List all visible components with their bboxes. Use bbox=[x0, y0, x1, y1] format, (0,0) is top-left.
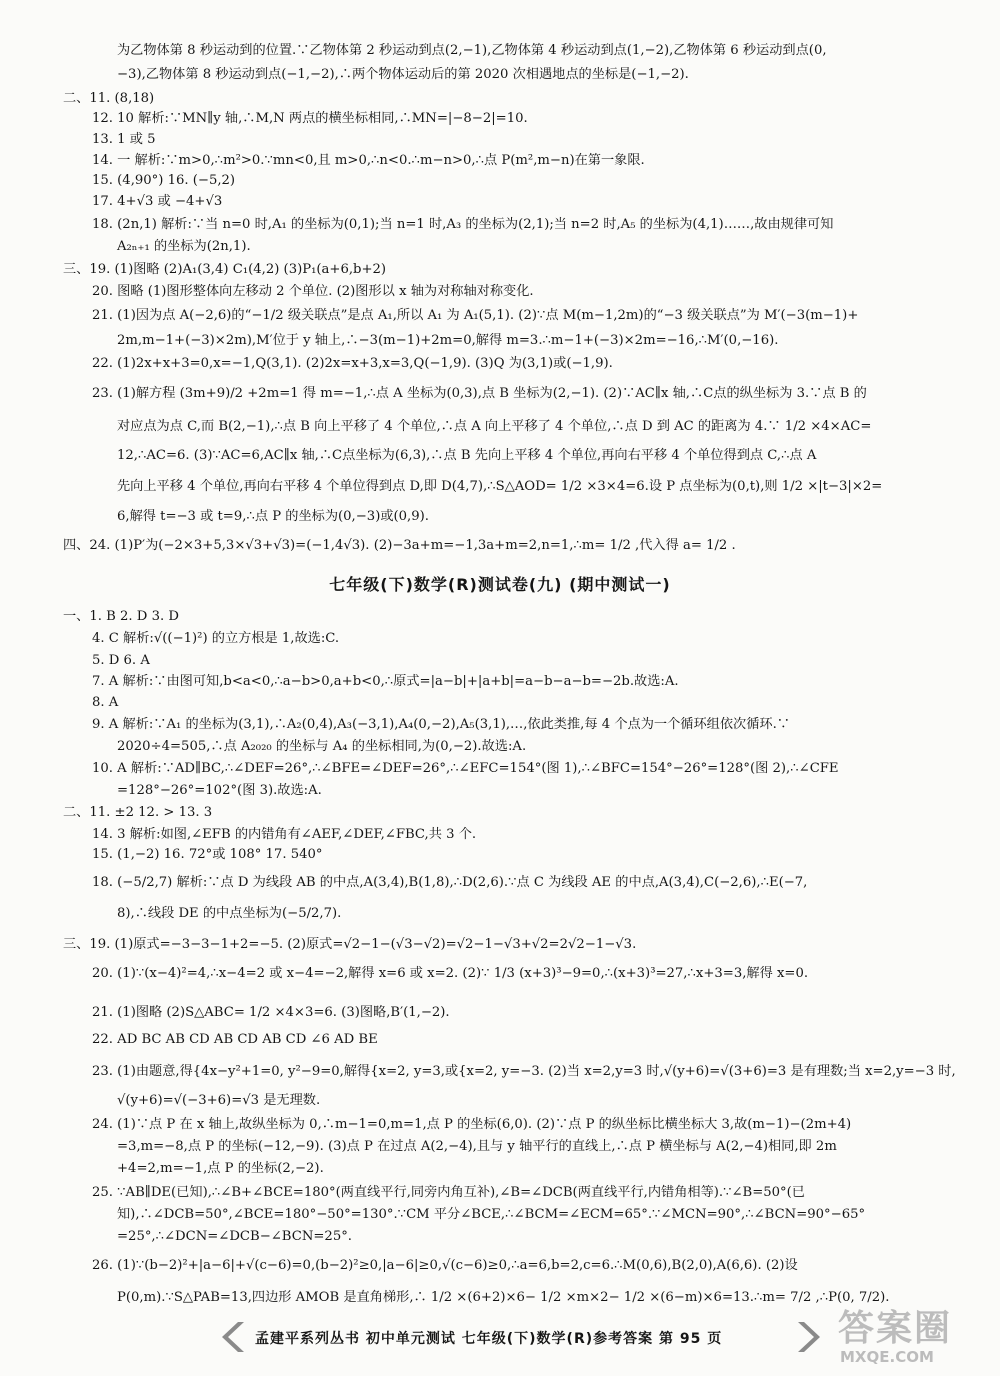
text-line: 6,解得 t=−3 或 t=9,∴点 P 的坐标为(0,−3)或(0,9). bbox=[117, 509, 429, 524]
text-line: 24. (1)∵点 P 在 x 轴上,故纵坐标为 0,∴m−1=0,m=1,点 P 的坐标(6,0). (2)∵点 P 的纵坐标比横坐标大 3,故(m−1)−(2m+4) bbox=[92, 1117, 852, 1132]
text-line: 对应点为点 C,而 B(2,−1),∴点 B 向上平移了 4 个单位,∴点 A 向上平移了 4 个单位,∴点 D 到 AC 的距离为 4.∵ 1/2 ×4×AC= bbox=[117, 419, 872, 434]
text-line: 9. A 解析:∵A₁ 的坐标为(3,1),∴A₂(0,4),A₃(−3,1),A₄(0,−2),A₅(3,1),…,依此类推,每 4 个点为一个循环组依次循环.∵ bbox=[92, 717, 790, 732]
text-line: 10. A 解析:∵AD∥BC,∴∠DEF=26°,∴∠BFE=∠DEF=26°,∴∠EFC=154°(图 1),∴∠BFC=154°−26°=128°(图 2),∴∠CFE bbox=[92, 761, 839, 776]
watermark bbox=[828, 1300, 988, 1370]
text-line: −3),乙物体第 8 秒运动到点(−1,−2),∴两个物体运动后的第 2020 次相遇地点的坐标是(−1,−2). bbox=[117, 67, 689, 82]
footer-text: 孟建平系列丛书 初中单元测试 七年级(下)数学(R)参考答案 第 95 页 bbox=[255, 1331, 723, 1347]
text-line: 14. 3 解析:如图,∠EFB 的内错角有∠AEF,∠DEF,∠FBC,共 3 个. bbox=[92, 827, 477, 842]
text-line: 知),∴∠DCB=50°,∠BCE=180°−50°=130°.∵CM 平分∠BCE,∴∠BCM=∠ECM=65°.∵∠MCN=90°,∴∠BCN=90°−65° bbox=[117, 1207, 866, 1222]
text-line: 17. 4+√3 或 −4+√3 bbox=[92, 194, 223, 209]
text-line: √(y+6)=√(−3+6)=√3 是无理数. bbox=[117, 1093, 321, 1108]
text-line: 26. (1)∵(b−2)²+|a−6|+√(c−6)=0,(b−2)²≥0,|a−6|≥0,√(c−6)≥0,∴a=6,b=2,c=6.∴M(0,6),B(2,0),A(6,6). (2)设 bbox=[92, 1258, 798, 1273]
text-line: 12,∴AC=6. (3)∵AC=6,AC∥x 轴,∴C点坐标为(6,3),∴点 B 先向上平移 4 个单位,再向右平移 4 个单位得到点 C,∴点 A bbox=[117, 448, 817, 463]
text-line: 14. 一 解析:∵m>0,∴m²>0.∵mn<0,且 m>0,∴n<0.∴m−n>0,∴点 P(m²,m−n)在第一象限. bbox=[92, 153, 645, 168]
text-line: 13. 1 或 5 bbox=[92, 132, 156, 147]
text-line: +4=2,m=−1,点 P 的坐标(2,−2). bbox=[117, 1161, 324, 1176]
text-line: 4. C 解析:√((−1)²) 的立方根是 1,故选:C. bbox=[92, 631, 340, 646]
chevron-left-icon bbox=[218, 1320, 252, 1354]
text-line: 18. (−5/2,7) 解析:∵点 D 为线段 AB 的中点,A(3,4),B(1,8),∴D(2,6).∵点 C 为线段 AE 的中点,A(3,4),C(−2,6),∴E(−7, bbox=[92, 875, 808, 890]
text-line: 一、1. B 2. D 3. D bbox=[63, 609, 179, 624]
text-line: 12. 10 解析:∵MN∥y 轴,∴M,N 两点的横坐标相同,∴MN=|−8−2|=10. bbox=[92, 111, 528, 126]
text-line: 二、11. ±2 12. > 13. 3 bbox=[63, 805, 213, 820]
text-line: =25°,∴∠DCN=∠DCB−∠BCN=25°. bbox=[117, 1229, 352, 1244]
text-line: =128°−26°=102°(图 3).故选:A. bbox=[117, 783, 322, 798]
section-title: 七年级(下)数学(R)测试卷(九) (期中测试一) bbox=[329, 575, 671, 594]
text-line: 三、19. (1)原式=−3−3−1+2=−5. (2)原式=√2−1−(√3−√2)=√2−1−√3+√2=2√2−1−√3. bbox=[63, 937, 637, 952]
text-line: 7. A 解析:∵由图可知,b<a<0,∴a−b>0,a+b<0,∴原式=|a−b|+|a+b|=a−b−a−b=−2b.故选:A. bbox=[92, 674, 679, 689]
text-line: A₂ₙ₊₁ 的坐标为(2n,1). bbox=[117, 239, 251, 254]
text-line: 15. (4,90°) 16. (−5,2) bbox=[92, 173, 236, 188]
text-line: 21. (1)图略 (2)S△ABC= 1/2 ×4×3=6. (3)图略,B′(1,−2). bbox=[92, 1005, 450, 1020]
text-line: 2020÷4=505,∴点 A₂₀₂₀ 的坐标与 A₄ 的坐标相同,为(0,−2).故选:A. bbox=[117, 739, 527, 754]
text-line: 21. (1)因为点 A(−2,6)的“−1/2 级关联点”是点 A₁,所以 A₁ 为 A₁(5,1). (2)∵点 M(m−1,2m)的“−3 级关联点”为 M′(−3(m−1)+ bbox=[92, 308, 859, 323]
text-line: P(0,m).∵S△PAB=13,四边形 AMOB 是直角梯形,∴ 1/2 ×(6+2)×6− 1/2 ×m×2− 1/2 ×(6−m)×6=13.∴m= 7/2 ,∴P(0, 7/2). bbox=[117, 1290, 890, 1305]
watermark-url: MXQE.COM bbox=[840, 1348, 934, 1366]
text-line: 23. (1)由题意,得{4x−y²+1=0, y²−9=0,解得{x=2, y=3,或{x=2, y=−3. (2)当 x=2,y=3 时,√(y+6)=√(3+6)=3 是有理数;当 x=2,y=−3 时, bbox=[92, 1064, 956, 1079]
text-line: 20. (1)∵(x−4)²=4,∴x−4=2 或 x−4=−2,解得 x=6 或 x=2. (2)∵ 1/3 (x+3)³−9=0,∴(x+3)³=27,∴x+3=3,解得 x=0. bbox=[92, 966, 809, 981]
text-line: 18. (2n,1) 解析:∵当 n=0 时,A₁ 的坐标为(0,1);当 n=1 时,A₃ 的坐标为(2,1);当 n=2 时,A₅ 的坐标为(4,1)……,故由规律可知 bbox=[92, 217, 834, 232]
text-line: 22. (1)2x+x+3=0,x=−1,Q(3,1). (2)2x=x+3,x=3,Q(−1,9). (3)Q 为(3,1)或(−1,9). bbox=[92, 356, 613, 371]
text-line: 三、19. (1)图略 (2)A₁(3,4) C₁(4,2) (3)P₁(a+6,b+2) bbox=[63, 262, 387, 277]
text-line: 四、24. (1)P′为(−2×3+5,3×√3+√3)=(−1,4√3). (2)−3a+m=−1,3a+m=2,n=1,∴m= 1/2 ,代入得 a= 1/2 . bbox=[63, 538, 736, 553]
text-line: 8),∴线段 DE 的中点坐标为(−5/2,7). bbox=[117, 906, 342, 921]
text-line: 25. ∵AB∥DE(已知),∴∠B+∠BCE=180°(两直线平行,同旁内角互补),∠B=∠DCB(两直线平行,内错角相等).∵∠B=50°(已 bbox=[92, 1185, 805, 1200]
watermark-logo: 答案圈 bbox=[838, 1308, 953, 1349]
text-line: 8. A bbox=[92, 695, 119, 710]
text-line: 二、11. (8,18) bbox=[63, 91, 155, 106]
text-line: 15. (1,−2) 16. 72°或 108° 17. 540° bbox=[92, 847, 323, 862]
text-line: 为乙物体第 8 秒运动到的位置.∵乙物体第 2 秒运动到点(2,−1),乙物体第 4 秒运动到点(1,−2),乙物体第 6 秒运动到点(0, bbox=[117, 43, 827, 58]
text-line: =3,m=−8,点 P 的坐标(−12,−9). (3)点 P 在过点 A(2,−4),且与 y 轴平行的直线上,∴点 P 横坐标与 A(2,−4)相同,即 2m bbox=[117, 1139, 837, 1154]
text-line: 22. AD BC AB CD AB CD AB CD ∠6 AD BE bbox=[92, 1032, 378, 1047]
chevron-right-icon bbox=[790, 1320, 824, 1354]
text-line: 2m,m−1+(−3)×2m),M′位于 y 轴上,∴−3(m−1)+2m=0,解得 m=3.∴m−1+(−3)×2m=−16,∴M′(0,−16). bbox=[117, 333, 779, 348]
text-line: 23. (1)解方程 (3m+9)/2 +2m=1 得 m=−1,∴点 A 坐标为(0,3),点 B 坐标为(2,−1). (2)∵AC∥x 轴,∴C点的纵坐标为 3.∵点 B 的 bbox=[92, 386, 867, 401]
text-line: 20. 图略 (1)图形整体向左移动 2 个单位. (2)图形以 x 轴为对称轴对称变化. bbox=[92, 284, 534, 299]
text-line: 5. D 6. A bbox=[92, 653, 150, 668]
text-line: 先向上平移 4 个单位,再向右平移 4 个单位得到点 D,即 D(4,7),∴S△AOD= 1/2 ×3×4=6.设 P 点坐标为(0,t),则 1/2 ×|t−3|×2= bbox=[117, 479, 883, 494]
